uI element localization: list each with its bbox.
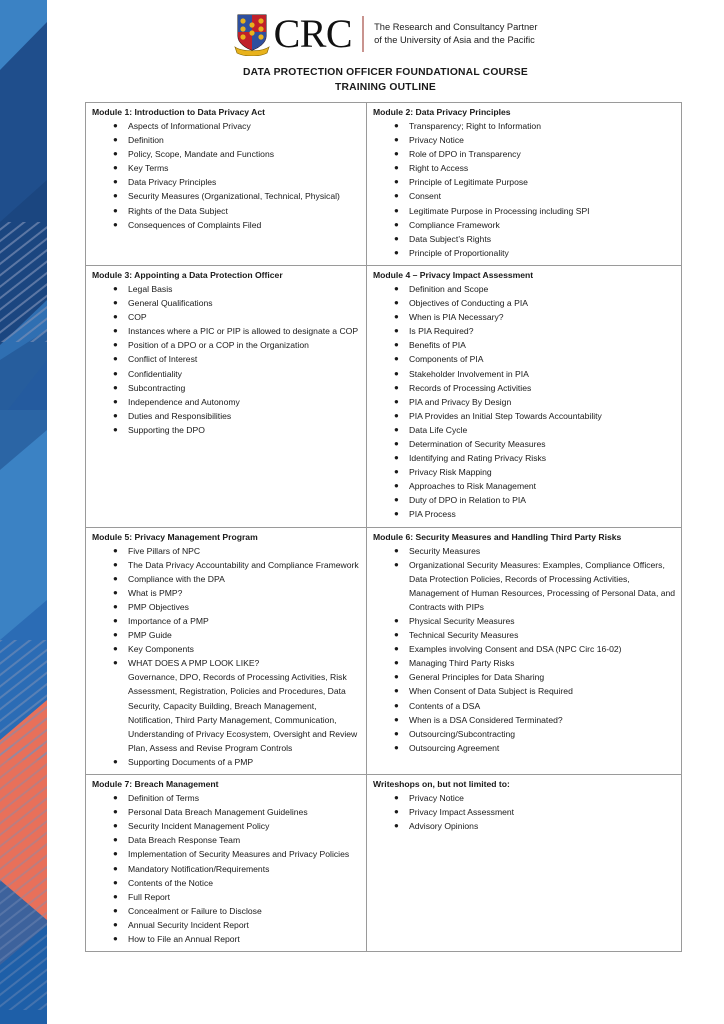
list-item: [113, 204, 362, 218]
bullet-icon: ●: [113, 587, 118, 597]
module-item-list: [90, 282, 362, 437]
list-item-label: When Consent of Data Subject is Required: [409, 686, 573, 697]
list-item-label: Supporting the DPO: [128, 424, 205, 435]
table-row: [86, 775, 682, 952]
bullet-icon: ●: [113, 312, 118, 322]
module-title: Module 4 – Privacy Impact Assessment: [373, 269, 534, 280]
bullet-icon: ●: [394, 672, 399, 682]
bullet-icon: ●: [113, 807, 118, 817]
page-title-line2: TRAINING OUTLINE: [334, 81, 436, 93]
list-item: [113, 656, 362, 755]
crc-wordmark: CRC: [273, 11, 353, 56]
list-item-label: Rights of the Data Subject: [128, 205, 228, 216]
bullet-icon: ●: [394, 312, 399, 322]
list-item-label: Data Breach Response Team: [128, 835, 241, 846]
list-item: [394, 296, 677, 310]
list-item-label: Benefits of PIA: [409, 340, 466, 351]
bullet-icon: ●: [113, 849, 118, 859]
module-title: Module 1: Introduction to Data Privacy Act: [92, 107, 266, 117]
list-item: [394, 544, 677, 558]
list-item: [394, 684, 677, 698]
bullet-icon: ●: [113, 424, 118, 434]
module-item-list: [371, 119, 677, 260]
list-item-label: Importance of a PMP: [128, 616, 209, 626]
list-item-label: General Qualifications: [128, 298, 213, 309]
list-item-label: Data Life Cycle: [409, 424, 468, 435]
module-title: Module 3: Appointing a Data Protection Officer: [92, 269, 283, 280]
bullet-icon: ●: [394, 509, 399, 519]
bullet-icon: ●: [113, 410, 118, 420]
list-item-label: Consent: [409, 191, 442, 202]
bullet-icon: ●: [394, 149, 399, 159]
list-item-label: Contents of the Notice: [128, 877, 214, 888]
module-title: Module 2: Data Privacy Principles: [373, 107, 511, 117]
list-item-label: Duty of DPO in Relation to PIA: [409, 495, 527, 506]
list-item-label: Mandatory Notification/Requirements: [128, 863, 270, 874]
crc-tagline-line1: The Research and Consultancy Partner: [374, 22, 538, 32]
list-item: [113, 161, 362, 175]
list-item: [113, 918, 362, 932]
bullet-icon: ●: [113, 354, 118, 364]
list-item: [113, 833, 362, 847]
list-item-label: Privacy Notice: [409, 135, 464, 146]
list-item-label: PMP Objectives: [128, 601, 189, 612]
list-item-label: Annual Security Incident Report: [128, 919, 249, 930]
module-item-list: [371, 544, 677, 755]
list-item-label: Subcontracting: [128, 382, 186, 393]
list-item: [113, 586, 362, 600]
module-title: Module 6: Security Measures and Handling Third Party Risks: [373, 531, 622, 542]
list-item-label: Five Pillars of NPC: [128, 545, 201, 556]
list-item-label: Role of DPO in Transparency: [409, 149, 521, 160]
list-item: [113, 642, 362, 656]
list-item: [113, 218, 362, 232]
bullet-icon: ●: [394, 714, 399, 724]
list-item: [113, 296, 362, 310]
list-item-label: Full Report: [128, 891, 171, 902]
crc-tagline: [374, 21, 537, 47]
bullet-icon: ●: [113, 283, 118, 293]
list-item-label: Duties and Responsibilities: [128, 410, 232, 421]
bullet-icon: ●: [113, 756, 118, 766]
module-item-list: [371, 791, 677, 833]
cell-module-5: [86, 527, 367, 775]
list-item-label: Supporting Documents of a PMP: [128, 756, 254, 767]
list-item-label: Consequences of Complaints Filed: [128, 219, 262, 230]
bullet-icon: ●: [394, 700, 399, 710]
list-item: [113, 862, 362, 876]
bullet-icon: ●: [394, 644, 399, 654]
list-item: [394, 805, 677, 819]
bullet-icon: ●: [394, 177, 399, 187]
cell-module-4: [367, 265, 682, 527]
list-item-label: Definition: [128, 135, 164, 146]
list-item: [113, 147, 362, 161]
document-page: [47, 0, 724, 1024]
bullet-icon: ●: [113, 835, 118, 845]
list-item: [113, 628, 362, 642]
list-item-label: Transparency; Right to Information: [409, 121, 541, 131]
list-item-label: Identifying and Rating Privacy Risks: [409, 453, 547, 464]
bullet-icon: ●: [113, 368, 118, 378]
bullet-icon: ●: [113, 396, 118, 406]
list-item-label: What is PMP?: [128, 587, 183, 598]
list-item: [394, 381, 677, 395]
list-item: [394, 133, 677, 147]
module-title: Writeshops on, but not limited to:: [373, 779, 510, 790]
list-item: [394, 493, 677, 507]
cell-module-3: [86, 265, 367, 527]
bullet-icon: ●: [394, 728, 399, 738]
list-item-label: Contents of a DSA: [409, 700, 481, 711]
list-item: [113, 558, 362, 572]
cell-module-6: [367, 527, 682, 775]
list-item-label: Implementation of Security Measures and Privacy Policies: [128, 849, 350, 860]
list-item: [394, 175, 677, 189]
bullet-icon: ●: [113, 630, 118, 640]
list-item-label: Position of a DPO or a COP in the Organization: [128, 340, 309, 351]
bullet-icon: ●: [394, 467, 399, 477]
bullet-icon: ●: [394, 545, 399, 555]
cell-module-2: [367, 103, 682, 266]
bullet-icon: ●: [394, 233, 399, 243]
list-item: [113, 423, 362, 437]
bullet-icon: ●: [394, 453, 399, 463]
list-item-label: Data Subject’s Rights: [409, 233, 492, 244]
list-item-label: Components of PIA: [409, 354, 484, 365]
list-item: [113, 367, 362, 381]
list-item-label: Privacy Risk Mapping: [409, 467, 492, 478]
list-item: [394, 465, 677, 479]
list-item-label: WHAT DOES A PMP LOOK LIKE?: [128, 658, 260, 669]
bullet-icon: ●: [394, 559, 399, 569]
list-item-label: Approaches to Risk Management: [409, 481, 537, 492]
list-item: [394, 310, 677, 324]
list-item-label: When is a DSA Considered Terminated?: [409, 714, 563, 725]
list-item-label: Compliance with the DPA: [128, 573, 225, 584]
list-item: [113, 395, 362, 409]
bullet-icon: ●: [394, 410, 399, 420]
table-row: [86, 103, 682, 266]
masthead: [47, 0, 724, 58]
list-item-label: Records of Processing Activities: [409, 382, 532, 393]
list-item-label: Key Terms: [128, 163, 169, 174]
list-item-label: Principle of Legitimate Purpose: [409, 177, 528, 188]
list-item: [113, 544, 362, 558]
list-item: [394, 204, 677, 218]
list-item-label: Concealment or Failure to Disclose: [128, 905, 262, 916]
list-item-label: Objectives of Conducting a PIA: [409, 298, 528, 309]
list-item: [394, 282, 677, 296]
list-item-label: Organizational Security Measures: Examples, Compliance Officers, Data Protection Policies, Records of Processing Activities, Management of Human Resources, Processing of Personal Data, and Contracts with PIPs: [409, 559, 676, 612]
list-item-label: Personal Data Breach Management Guidelines: [128, 807, 308, 818]
list-item: [394, 819, 677, 833]
bullet-icon: ●: [113, 121, 118, 130]
bullet-icon: ●: [113, 644, 118, 654]
page-title-line1: DATA PROTECTION OFFICER FOUNDATIONAL COURSE: [243, 67, 528, 78]
list-item-label: Conflict of Interest: [128, 354, 198, 365]
list-item: [394, 338, 677, 352]
bullet-icon: ●: [394, 630, 399, 640]
list-item: [394, 246, 677, 260]
list-item-label: Key Components: [128, 644, 194, 655]
list-item: [113, 409, 362, 423]
list-item-label: How to File an Annual Report: [128, 933, 240, 944]
bullet-icon: ●: [113, 177, 118, 187]
list-item-label: Is PIA Required?: [409, 326, 474, 337]
bullet-icon: ●: [394, 438, 399, 448]
bullet-icon: ●: [113, 298, 118, 308]
list-item: [394, 628, 677, 642]
list-item: [394, 409, 677, 423]
bullet-icon: ●: [113, 658, 118, 668]
list-item: [113, 805, 362, 819]
cell-writeshops: [367, 775, 682, 952]
bullet-icon: ●: [113, 601, 118, 611]
bullet-icon: ●: [113, 905, 118, 915]
list-item: [394, 352, 677, 366]
list-item-label: Instances where a PIC or PIP is allowed to designate a COP: [128, 326, 359, 337]
bullet-icon: ●: [394, 481, 399, 491]
list-item-label: Managing Third Party Risks: [409, 658, 515, 669]
bullet-icon: ●: [394, 191, 399, 201]
list-item-label: Outsourcing Agreement: [409, 742, 500, 753]
list-item-label: Policy, Scope, Mandate and Functions: [128, 149, 275, 160]
list-item: [113, 755, 362, 769]
cell-module-7: [86, 775, 367, 952]
list-item: [113, 847, 362, 861]
bullet-icon: ●: [394, 247, 399, 257]
list-item-label: The Data Privacy Accountability and Compliance Framework: [128, 559, 359, 570]
list-item: [394, 642, 677, 656]
list-item: [394, 727, 677, 741]
list-item: [394, 367, 677, 381]
cell-module-1: [86, 103, 367, 266]
bullet-icon: ●: [394, 340, 399, 350]
bullet-icon: ●: [113, 163, 118, 173]
module-item-list: [90, 544, 362, 770]
list-item: [113, 324, 362, 338]
module-item-list: [371, 282, 677, 522]
bullet-icon: ●: [394, 821, 399, 831]
list-item-label: Security Measures: [409, 545, 481, 556]
list-item: [394, 161, 677, 175]
bullet-icon: ●: [113, 877, 118, 887]
bullet-icon: ●: [113, 559, 118, 569]
bullet-icon: ●: [394, 793, 399, 803]
list-item-label: Legal Basis: [128, 283, 173, 294]
list-item: [113, 175, 362, 189]
list-item: [394, 791, 677, 805]
list-item-label: Technical Security Measures: [409, 630, 519, 641]
bullet-icon: ●: [394, 205, 399, 215]
bullet-icon: ●: [394, 368, 399, 378]
list-item: [394, 395, 677, 409]
bullet-icon: ●: [394, 135, 399, 145]
bullet-icon: ●: [394, 163, 399, 173]
list-item-label: PIA Provides an Initial Step Towards Accountability: [409, 410, 602, 421]
bullet-icon: ●: [113, 326, 118, 336]
list-item-label: PIA Process: [409, 509, 456, 520]
list-item-label: Confidentiality: [128, 368, 182, 379]
list-item: [394, 451, 677, 465]
list-item: [394, 232, 677, 246]
list-item-label: Advisory Opinions: [409, 821, 479, 832]
list-item: [113, 310, 362, 324]
module-item-list: [90, 791, 362, 946]
bullet-icon: ●: [394, 424, 399, 434]
list-item: [394, 614, 677, 628]
bullet-icon: ●: [394, 382, 399, 392]
list-item-label: PIA and Privacy By Design: [409, 396, 512, 407]
list-item: [394, 558, 677, 614]
list-item-label: Privacy Impact Assessment: [409, 807, 515, 818]
list-item-label: Examples involving Consent and DSA (NPC Circ 16-02): [409, 644, 622, 655]
bullet-icon: ●: [394, 354, 399, 364]
module-title: Module 5: Privacy Management Program: [92, 531, 258, 542]
bullet-icon: ●: [394, 283, 399, 293]
list-item: [113, 133, 362, 147]
bullet-icon: ●: [113, 616, 118, 625]
bullet-icon: ●: [113, 919, 118, 929]
list-item-label: Security Incident Management Policy: [128, 821, 270, 832]
list-item: [394, 713, 677, 727]
list-item: [394, 218, 677, 232]
list-item: [394, 423, 677, 437]
list-item: [113, 819, 362, 833]
list-item-label: Security Measures (Organizational, Technical, Physical): [128, 191, 340, 202]
bullet-icon: ●: [394, 807, 399, 817]
list-item: [113, 381, 362, 395]
list-item-label: Compliance Framework: [409, 219, 500, 230]
bullet-icon: ●: [394, 396, 399, 406]
crc-tagline-line2: of the University of Asia and the Pacific: [374, 35, 535, 45]
list-item-label: When is PIA Necessary?: [409, 312, 504, 323]
list-item-label: Right to Access: [409, 163, 469, 174]
bullet-icon: ●: [394, 326, 399, 336]
decorative-left-border: [0, 0, 47, 1024]
list-item: [113, 614, 362, 628]
bullet-icon: ●: [113, 863, 118, 873]
list-item: [113, 791, 362, 805]
list-item-label: COP: [128, 312, 147, 323]
bullet-icon: ●: [113, 191, 118, 201]
list-item: [394, 147, 677, 161]
bullet-icon: ●: [113, 382, 118, 392]
module-title: Module 7: Breach Management: [92, 779, 219, 790]
list-item: [113, 338, 362, 352]
training-outline-table: [85, 102, 682, 952]
list-item: [394, 324, 677, 338]
list-item-label: Legitimate Purpose in Processing including SPI: [409, 205, 590, 216]
list-item: [394, 119, 677, 133]
bullet-icon: ●: [113, 573, 118, 583]
list-item: [394, 437, 677, 451]
bullet-icon: ●: [394, 742, 399, 752]
list-item-label: PMP Guide: [128, 630, 172, 641]
list-item-label: Definition of Terms: [128, 793, 200, 804]
list-item: [113, 119, 362, 133]
list-item: [394, 670, 677, 684]
list-item: [394, 656, 677, 670]
bullet-icon: ●: [113, 149, 118, 159]
list-item: [113, 572, 362, 586]
list-item-label: General Principles for Data Sharing: [409, 672, 545, 683]
list-item-label: Outsourcing/Subcontracting: [409, 728, 516, 739]
list-item: [113, 932, 362, 946]
list-item-label: Physical Security Measures: [409, 616, 515, 626]
table-row: [86, 265, 682, 527]
bullet-icon: ●: [113, 933, 118, 943]
list-item: [113, 600, 362, 614]
table-row: [86, 527, 682, 775]
bullet-icon: ●: [113, 821, 118, 831]
crc-logo: [234, 12, 538, 56]
list-item: [113, 904, 362, 918]
list-item: [394, 189, 677, 203]
list-item-label: Aspects of Informational Privacy: [128, 121, 251, 131]
bullet-icon: ●: [113, 205, 118, 215]
list-item: [394, 741, 677, 755]
list-item-label: Data Privacy Principles: [128, 177, 217, 188]
bullet-icon: ●: [394, 616, 399, 625]
list-item-label: Privacy Notice: [409, 793, 464, 804]
bullet-icon: ●: [113, 340, 118, 350]
page-title: [47, 66, 724, 95]
list-item: [113, 890, 362, 904]
list-item-label: Determination of Security Measures: [409, 438, 546, 449]
bullet-icon: ●: [113, 135, 118, 145]
list-item-detail: Governance, DPO, Records of Processing Activities, Risk Assessment, Registration, Policies and Procedures, Data Security, Capacity Building, Breach Management, Notification, Third Party Management, Communication, Understanding of Privacy Ecosystem, Oversight and Review Plan, Assess and Revise Program Controls: [128, 672, 358, 753]
list-item-label: Stakeholder Involvement in PIA: [409, 368, 529, 379]
bullet-icon: ●: [113, 891, 118, 901]
module-item-list: [90, 119, 362, 232]
bullet-icon: ●: [394, 121, 399, 130]
bullet-icon: ●: [394, 686, 399, 696]
bullet-icon: ●: [394, 495, 399, 505]
list-item-label: Definition and Scope: [409, 283, 489, 294]
bullet-icon: ●: [394, 658, 399, 668]
list-item: [394, 699, 677, 713]
list-item: [394, 479, 677, 493]
bullet-icon: ●: [394, 219, 399, 229]
bullet-icon: ●: [113, 219, 118, 229]
list-item: [113, 189, 362, 203]
list-item-label: Independence and Autonomy: [128, 396, 240, 407]
list-item: [113, 282, 362, 296]
logo-divider: [362, 16, 364, 52]
list-item-label: Principle of Proportionality: [409, 247, 509, 258]
bullet-icon: ●: [113, 545, 118, 555]
bullet-icon: ●: [394, 298, 399, 308]
list-item: [394, 507, 677, 521]
bullet-icon: ●: [113, 793, 118, 803]
list-item: [113, 876, 362, 890]
list-item: [113, 352, 362, 366]
crc-crest-icon: [234, 12, 270, 56]
